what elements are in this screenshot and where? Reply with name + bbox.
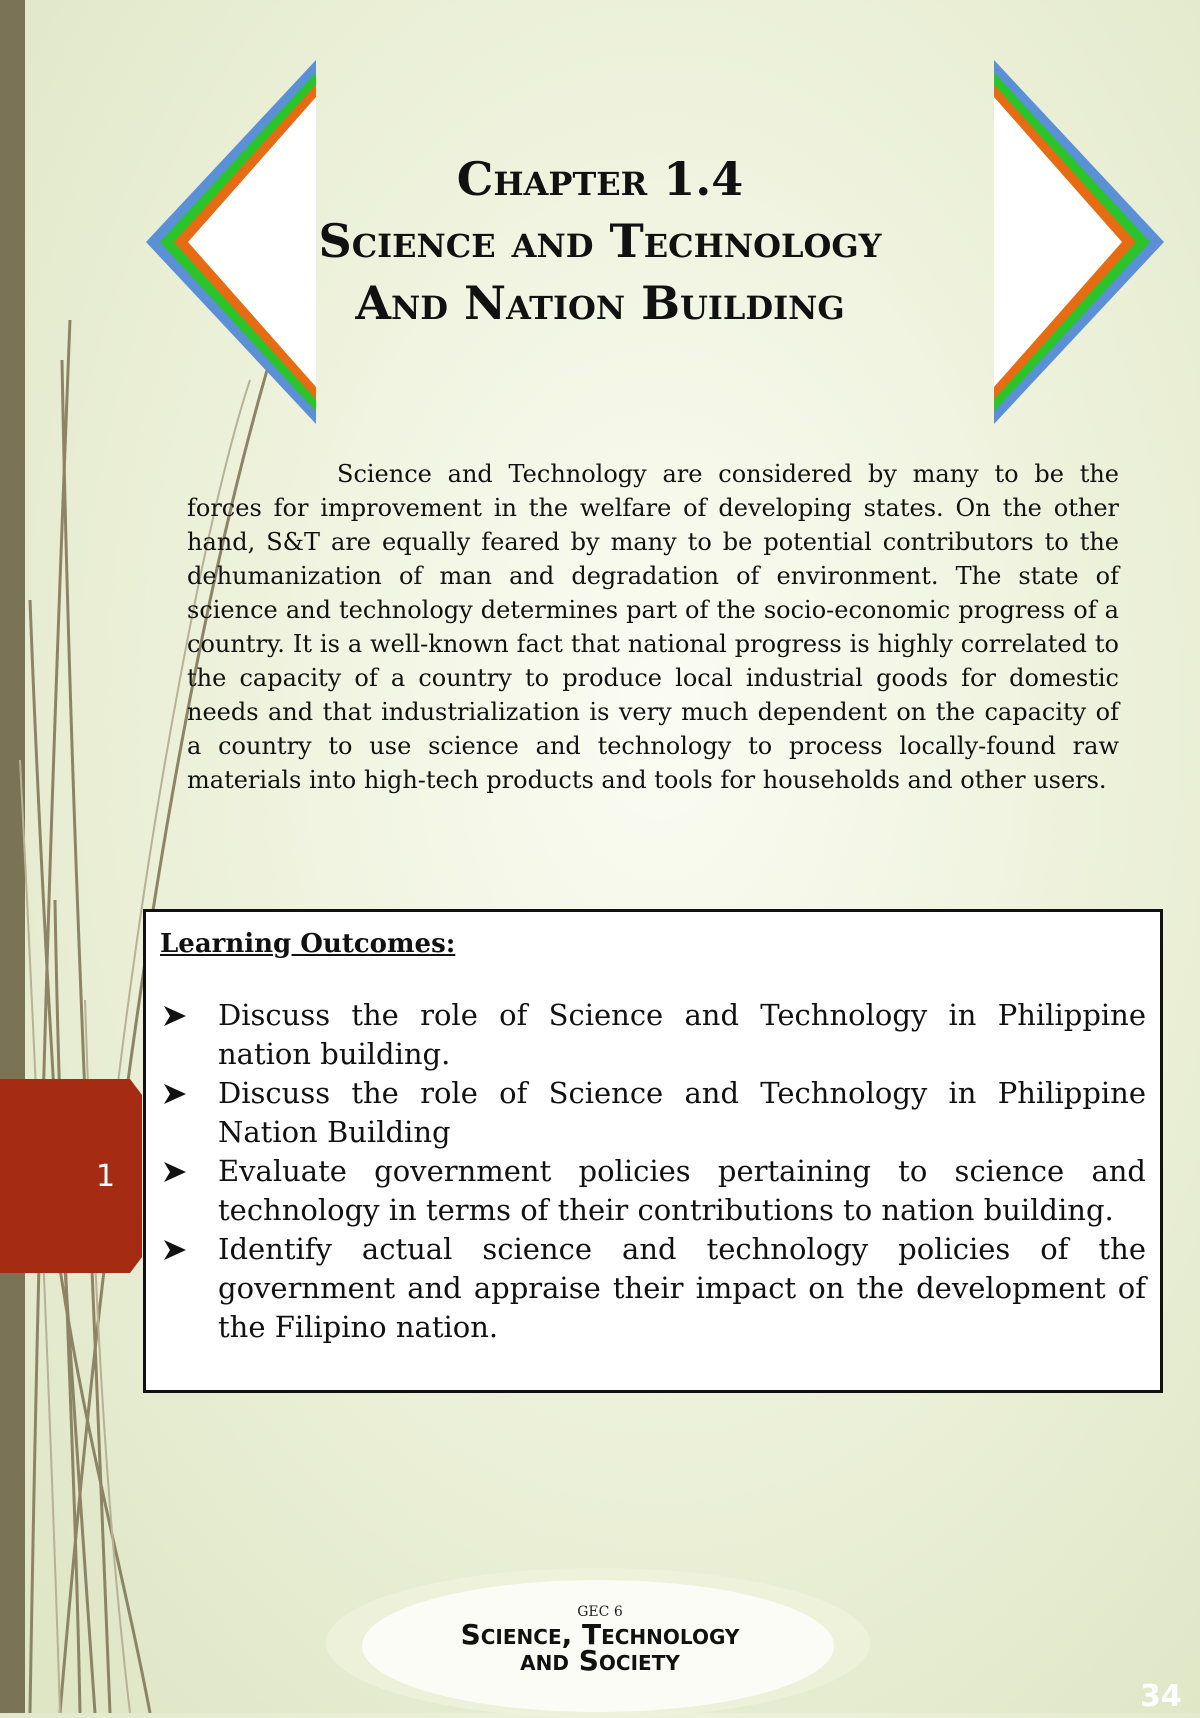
side-page-tab <box>0 1079 142 1273</box>
learning-outcome-item <box>160 1230 1146 1347</box>
chapter-title-line-3: And Nation Building <box>355 276 845 330</box>
footer-course-code: GEC 6 <box>577 1604 623 1620</box>
side-tab-number: 1 <box>96 1159 116 1194</box>
learning-outcome-text: Evaluate government policies pertaining to science and technology in terms of their contributions to nation building. <box>218 1154 1146 1227</box>
chapter-title-line-2: Science and Technology <box>318 214 882 268</box>
arrow-bullet-icon <box>160 1074 190 1113</box>
learning-outcome-item <box>160 1152 1146 1230</box>
learning-outcome-text: Discuss the role of Science and Technology in Philippine nation building. <box>218 998 1146 1071</box>
learning-outcome-item <box>160 996 1146 1074</box>
right-chevron-decoration <box>994 44 1164 440</box>
learning-outcome-text: Discuss the role of Science and Technology in Philippine Nation Building <box>218 1076 1146 1149</box>
footer-course-title-line-2: and Society <box>520 1644 680 1677</box>
learning-outcomes-heading: Learning Outcomes: <box>160 929 456 959</box>
chapter-title <box>250 148 950 334</box>
learning-outcomes-box <box>143 909 1163 1393</box>
arrow-bullet-icon <box>160 1230 190 1269</box>
footer-course-title <box>400 1618 800 1677</box>
chapter-title-line-1: Chapter 1.4 <box>456 152 744 206</box>
arrow-bullet-icon <box>160 1152 190 1191</box>
learning-outcome-item <box>160 1074 1146 1152</box>
learning-outcomes-list <box>160 996 1146 1347</box>
footer-course-title-line-1: Science, Technology <box>460 1618 740 1651</box>
learning-outcome-text: Identify actual science and technology policies of the government and appraise their impact on the development of the Filipino nation. <box>218 1232 1146 1344</box>
arrow-bullet-icon <box>160 996 190 1035</box>
intro-paragraph: Science and Technology are considered by many to be the forces for improvement in the welfare of developing states. On the other hand, S&T are equally feared by many to be potential contributors to the dehumanization of man and degradation of environment. The state of science and technology determines part of the socio-economic progress of a country. It is a well-known fact that national progress is highly correlated to the capacity of a country to produce local industrial goods for domestic needs and that industrialization is very much dependent on the capacity of a country to use science and technology to process locally-found raw materials into high-tech products and tools for households and other users. <box>187 460 1119 794</box>
page-number: 34 <box>1140 1679 1182 1714</box>
